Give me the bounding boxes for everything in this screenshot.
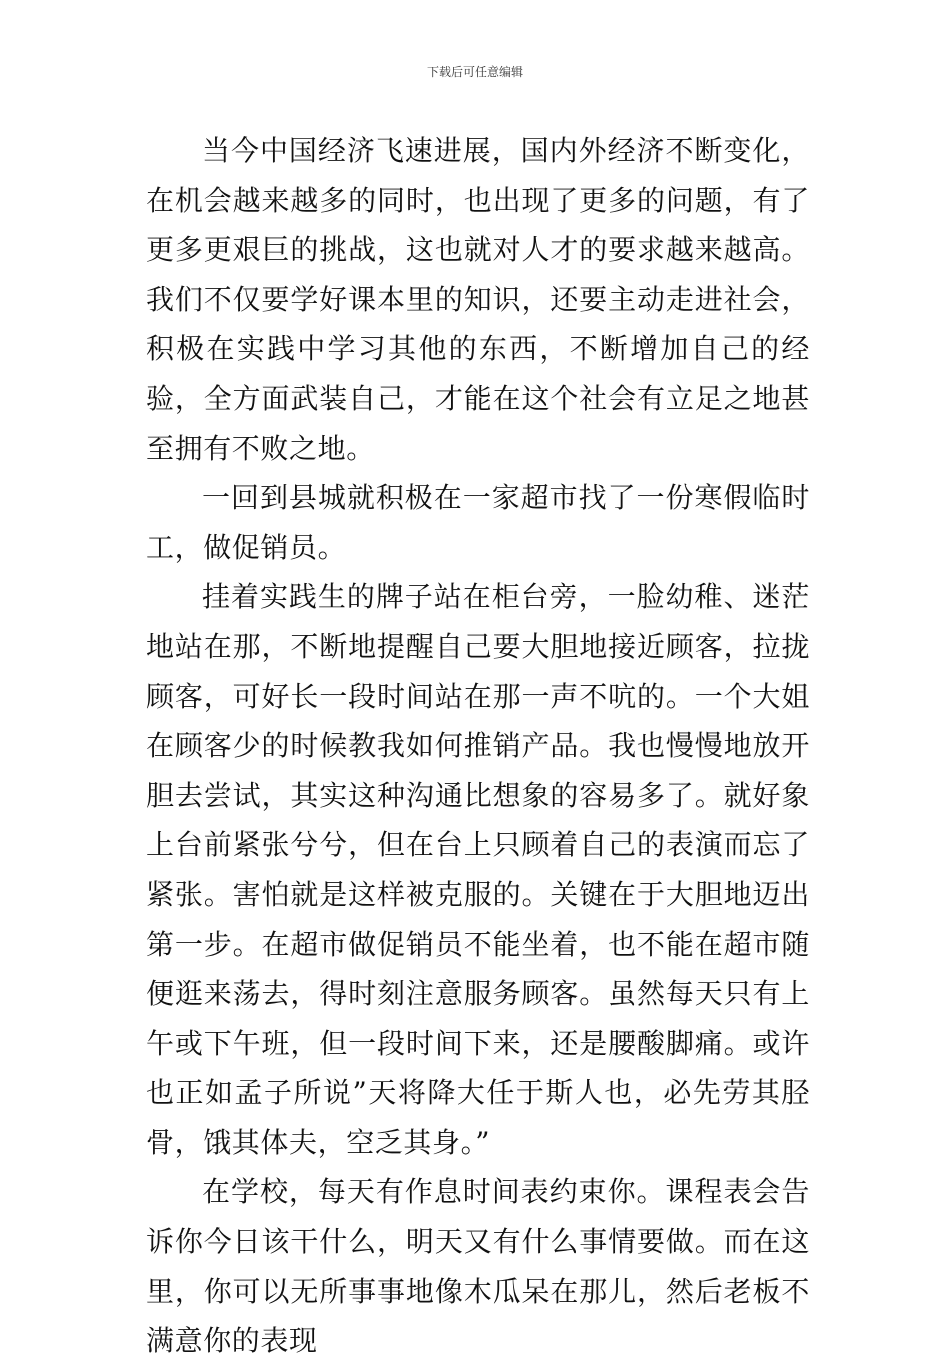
page-header: 下载后可任意编辑	[426, 65, 523, 79]
paragraph: 挂着实践生的牌子站在柜台旁，一脸幼稚、迷茫地站在那，不断地提醒自己要大胆地接近顾客，拉拢顾客，可好长一段时间站在那一声不吭的。一个大姐在顾客少的时候教我如何推销产品。我也慢慢地放开胆去尝试，其实这种沟通比想象的容易多了。就好象上台前紧张兮兮，但在台上只顾着自己的表演而忘了紧张。害怕就是这样被克服的。关键在于大胆地迈出第一步。在超市做促销员不能坐着，也不能在超市随便逛来荡去，得时刻注意服务顾客。虽然每天只有上午或下午班，但一段时间下来，还是腰酸脚痛。或许也正如孟子所说”天将降大任于斯人也，必先劳其胫骨，饿其体夫，空乏其身。”	[146, 580, 810, 1159]
document-body	[146, 126, 810, 1366]
paragraph: 一回到县城就积极在一家超市找了一份寒假临时工，做促销员。	[146, 481, 810, 564]
paragraph: 在学校，每天有作息时间表约束你。课程表会告诉你今日该干什么，明天又有什么事情要做。而在这里，你可以无所事事地像木瓜呆在那儿，然后老板不满意你的表现	[146, 1175, 810, 1358]
paragraph: 当今中国经济飞速进展，国内外经济不断变化，在机会越来越多的同时，也出现了更多的问题，有了更多更艰巨的挑战，这也就对人才的要求越来越高。我们不仅要学好课本里的知识，还要主动走进社会，积极在实践中学习其他的东西，不断增加自己的经验，全方面武装自己，才能在这个社会有立足之地甚至拥有不败之地。	[146, 134, 810, 465]
